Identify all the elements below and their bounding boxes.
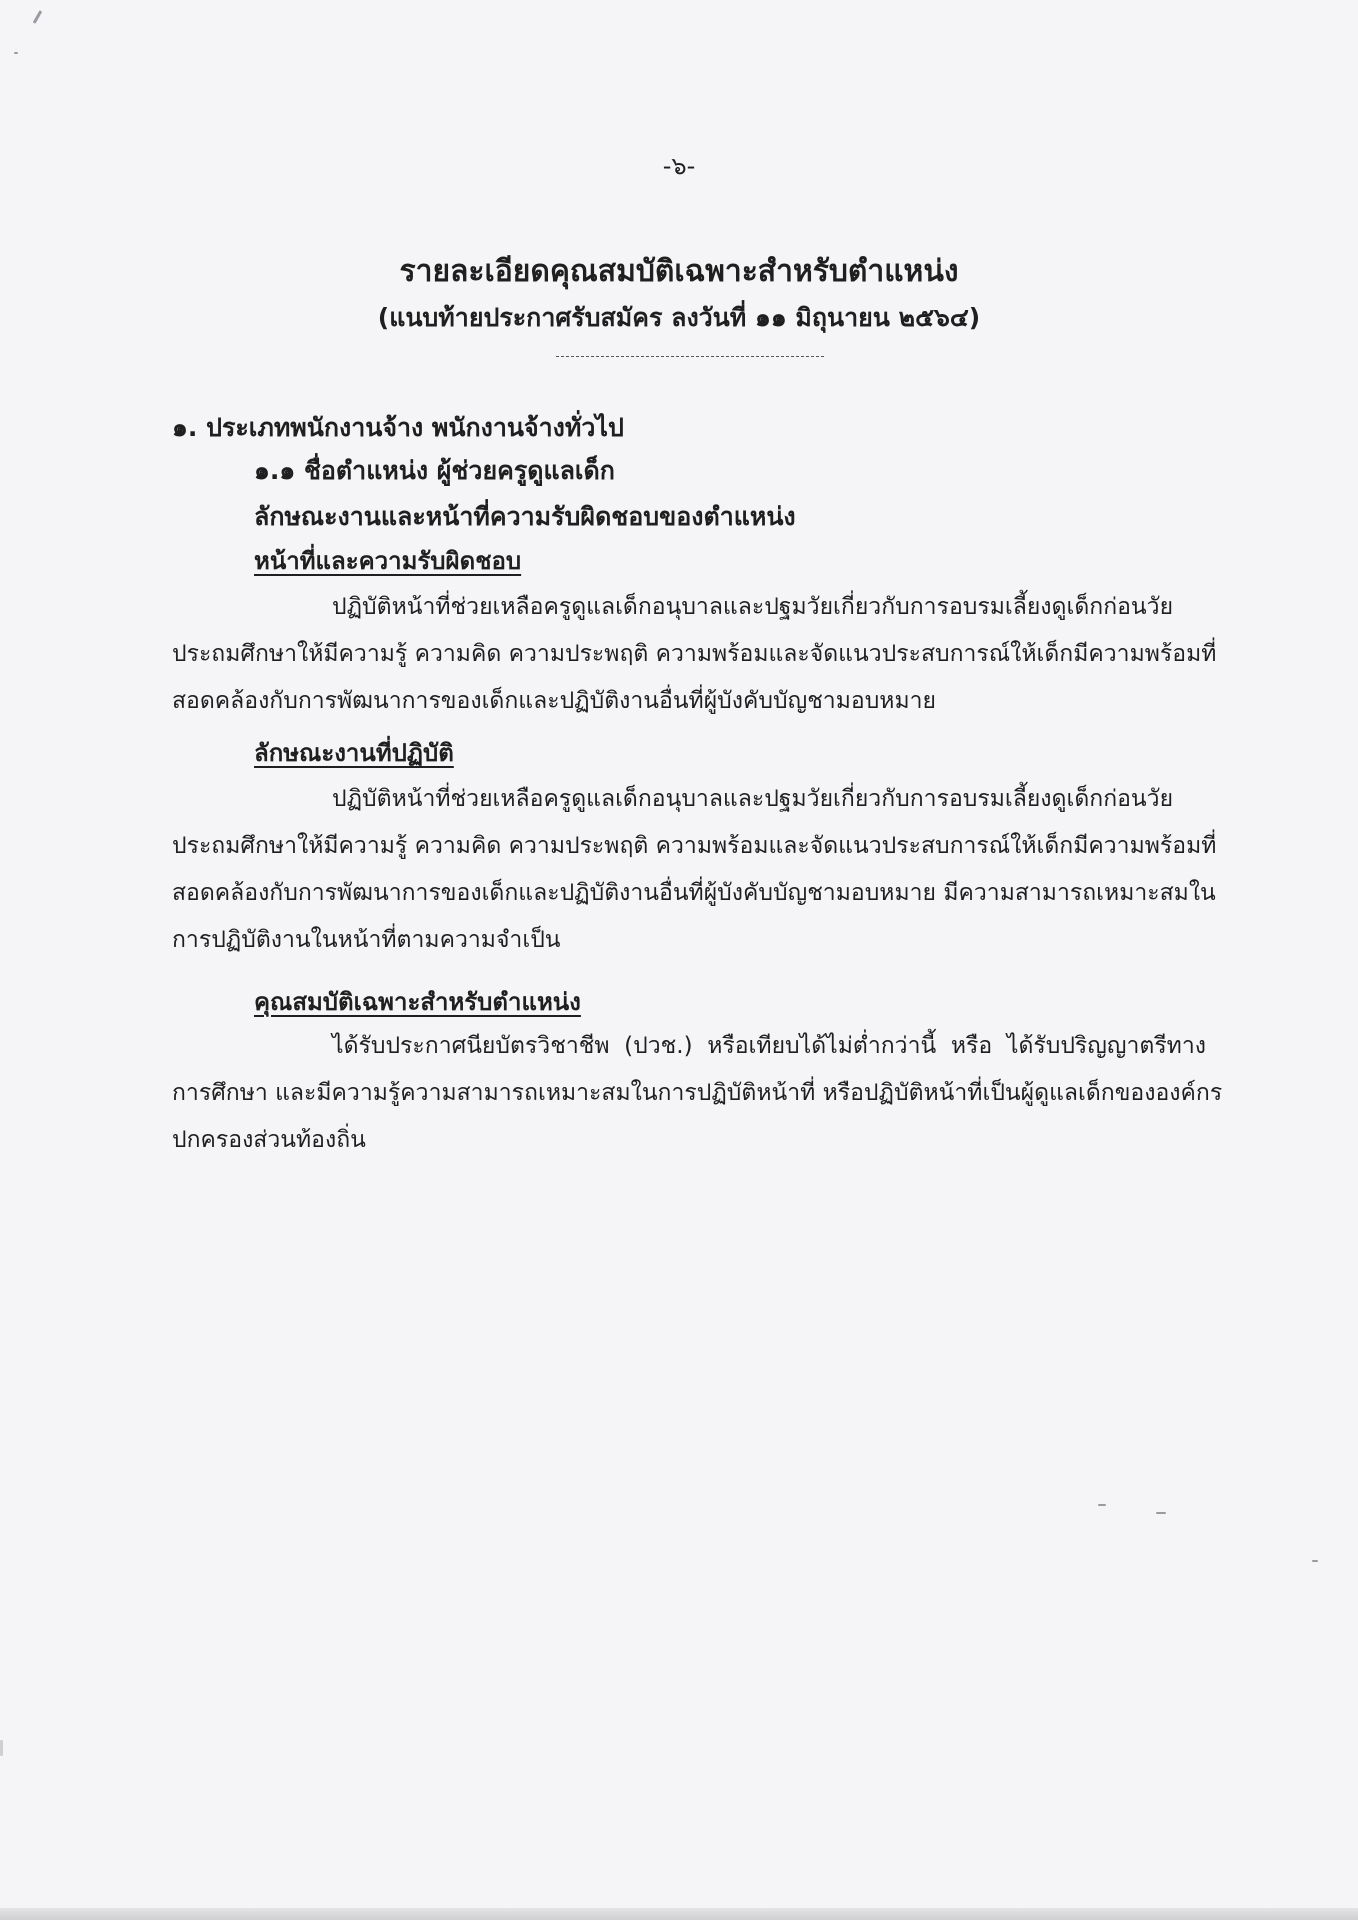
position-name-line: ๑.๑ ชื่อตำแหน่ง ผู้ช่วยครูดูแลเด็ก [254, 456, 615, 485]
scan-speck [0, 1740, 3, 1756]
document-title: รายละเอียดคุณสมบัติเฉพาะสำหรับตำแหน่ง [399, 254, 959, 289]
scan-speck [1312, 1560, 1318, 1562]
duties-line: ปฏิบัติหน้าที่ช่วยเหลือครูดูแลเด็กอนุบาลและปฐมวัยเกี่ยวกับการอบรมเลี้ยงดูเด็กก่อนวัย [332, 594, 1174, 620]
employee-type-line: ๑. ประเภทพนักงานจ้าง พนักงานจ้างทั่วไป [172, 413, 624, 442]
duties-heading: หน้าที่และความรับผิดชอบ [254, 547, 522, 575]
work-line: สอดคล้องกับการพัฒนาการของเด็กและปฏิบัติงานอื่นที่ผู้บังคับบัญชามอบหมาย มีความสามารถเหมาะสมใน [172, 880, 1216, 906]
work-line: ปฏิบัติหน้าที่ช่วยเหลือครูดูแลเด็กอนุบาลและปฐมวัยเกี่ยวกับการอบรมเลี้ยงดูเด็กก่อนวัย [332, 786, 1174, 812]
duties-line: สอดคล้องกับการพัฒนาการของเด็กและปฏิบัติงานอื่นที่ผู้บังคับบัญชามอบหมาย [172, 688, 937, 714]
qualifications-line: ได้รับประกาศนียบัตรวิชาชีพ (ปวช.) หรือเทียบได้ไม่ต่ำกว่านี้ หรือ ได้รับปริญญาตรีทาง [332, 1033, 1206, 1059]
duties-line: ประถมศึกษาให้มีความรู้ ความคิด ความประพฤติ ความพร้อมและจัดแนวประสบการณ์ให้เด็กมีความพร้อมที่ [172, 641, 1217, 667]
qualifications-line: ปกครองส่วนท้องถิ่น [172, 1127, 366, 1153]
scan-speck [33, 10, 43, 24]
work-paragraph [172, 776, 1217, 964]
qualifications-heading: คุณสมบัติเฉพาะสำหรับตำแหน่ง [254, 988, 581, 1016]
page-number: -๖- [662, 152, 696, 180]
scan-speck [1156, 1512, 1166, 1514]
qualifications-line: การศึกษา และมีความรู้ความสามารถเหมาะสมในการปฏิบัติหน้าที่ หรือปฏิบัติหน้าที่เป็นผู้ดูแลเด็กขององค์กร [172, 1080, 1223, 1106]
title-divider [556, 356, 824, 357]
document-subtitle: (แนบท้ายประกาศรับสมัคร ลงวันที่ ๑๑ มิถุนายน ๒๕๖๔) [377, 303, 981, 332]
work-heading: ลักษณะงานที่ปฏิบัติ [254, 739, 454, 767]
page-bottom-edge [0, 1908, 1358, 1920]
work-line: การปฏิบัติงานในหน้าที่ตามความจำเป็น [172, 927, 561, 953]
scan-speck [1098, 1504, 1106, 1506]
duties-paragraph [172, 584, 1217, 725]
scan-speck [14, 52, 18, 54]
scope-heading: ลักษณะงานและหน้าที่ความรับผิดชอบของตำแหน่ง [254, 502, 796, 531]
work-line: ประถมศึกษาให้มีความรู้ ความคิด ความประพฤติ ความพร้อมและจัดแนวประสบการณ์ให้เด็กมีความพร้อมที่ [172, 833, 1217, 859]
qualifications-paragraph [172, 1023, 1223, 1164]
